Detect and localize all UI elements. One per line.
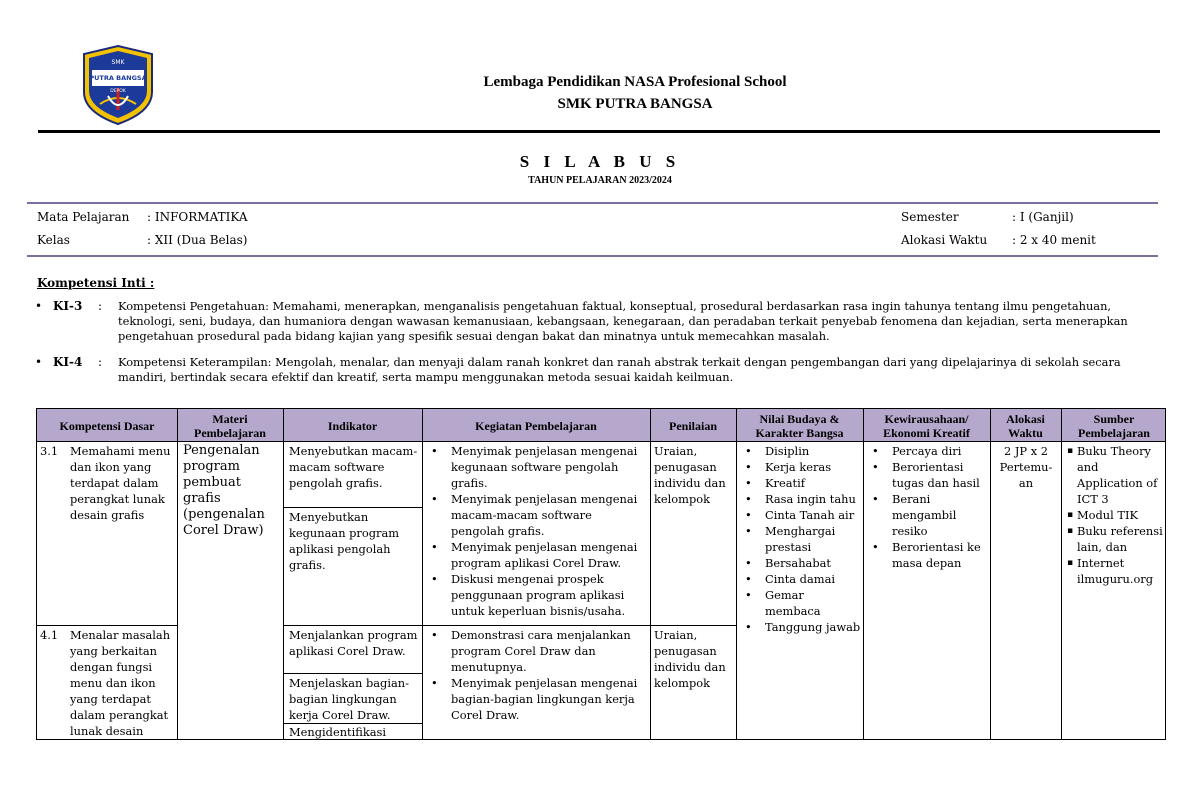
kegiatan-item: • Menyimak penjelasan mengenai macam-macam software pengolah grafis.	[425, 491, 647, 539]
kd-number: 3.1	[40, 444, 59, 458]
svg-text:DEPOK: DEPOK	[110, 89, 126, 94]
kegiatan-item: • Menyimak penjelasan mengenai program aplikasi Corel Draw.	[425, 539, 647, 571]
col-kegiatan-header: Kegiatan Pembelajaran	[475, 418, 597, 433]
col-penilaian-header: Penilaian	[668, 418, 717, 433]
syllabus-table	[36, 408, 1166, 740]
time-value: : 2 x 40 menit	[1012, 233, 1096, 247]
penilaian-text: Uraian, penugasan individu dan kelompok	[654, 444, 726, 506]
nilai-item: • Gemar membaca	[739, 587, 861, 619]
time-label: Alokasi Waktu	[901, 233, 988, 247]
indikator-item: Menyebutkan kegunaan program aplikasi pengolah grafis.	[289, 510, 400, 572]
ki4-bullet: •	[35, 355, 43, 369]
semester-label: Semester	[901, 210, 959, 224]
ki3-code: KI-3	[53, 299, 83, 313]
doc-year: TAHUN PELAJARAN 2023/2024	[528, 175, 672, 186]
col-alokasi-header: Alokasi Waktu	[1006, 411, 1045, 440]
col-kewira-header: Kewirausahaan/ Ekonomi Kreatif	[883, 411, 970, 440]
ki4-text: Kompetensi Keterampilan: Mengolah, menalar, dan menyaji dalam ranah konkret dan ranah abstrak terkait dengan pengembangan dari yang dipelajarinya di sekolah secara mandiri, bertindak secara efektif dan kreatif, serta mampu menggunakan metoda sesuai kaidah keilmuan.	[118, 355, 1121, 384]
kewirausahaan-list	[866, 443, 988, 571]
indikator-item: Menjelaskan bagian-bagian lingkungan kerja Corel Draw.	[289, 676, 409, 722]
semester-value: : I (Ganjil)	[1012, 210, 1074, 224]
nilai-budaya-list	[739, 443, 861, 635]
doc-title: S I L A B U S	[519, 152, 681, 171]
kegiatan-list	[425, 443, 647, 619]
kegiatan-list	[425, 627, 647, 723]
kewira-item: • Berorientasi ke masa depan	[866, 539, 988, 571]
kegiatan-item: • Menyimak penjelasan mengenai kegunaan software pengolah grafis.	[425, 443, 647, 491]
ki4-code: KI-4	[53, 355, 83, 369]
nilai-item: • Tanggung jawab	[739, 619, 861, 635]
nilai-item: • Kreatif	[739, 475, 861, 491]
sumber-item: ▪ Internet ilmuguru.org	[1067, 555, 1165, 587]
alokasi-text: 2 JP x 2 Pertemu-an	[999, 444, 1053, 490]
nilai-item: • Kerja keras	[739, 459, 861, 475]
nilai-item: • Disiplin	[739, 443, 861, 459]
nilai-item: • Cinta Tanah air	[739, 507, 861, 523]
col-materi-header: Materi Pembelajaran	[194, 411, 266, 440]
nilai-item: • Rasa ingin tahu	[739, 491, 861, 507]
subject-label: Mata Pelajaran	[37, 210, 130, 224]
institution-name: Lembaga Pendidikan NASA Profesional School	[483, 74, 787, 90]
kd-text: Memahami menu dan ikon yang terdapat dalam perangkat lunak desain grafis	[70, 444, 171, 522]
indikator-item: Menyebutkan macam-macam software pengolah grafis.	[289, 444, 418, 490]
ki3-colon: :	[98, 299, 103, 313]
class-label: Kelas	[37, 233, 70, 247]
kewira-item: • Percaya diri	[866, 443, 988, 459]
kegiatan-item: • Demonstrasi cara menjalankan program Corel Draw dan menutupnya.	[425, 627, 647, 675]
penilaian-text: Uraian, penugasan individu dan kelompok	[654, 628, 726, 690]
subject-value: : INFORMATIKA	[147, 210, 248, 224]
materi-text: Pengenalan program pembuat grafis (pengenalan Corel Draw)	[183, 443, 265, 538]
school-name: SMK PUTRA BANGSA	[557, 96, 713, 112]
nilai-item: • Cinta damai	[739, 571, 861, 587]
sumber-list	[1067, 443, 1165, 587]
sumber-item: ▪ Buku Theory and Application of ICT 3	[1067, 443, 1165, 507]
col-sumber-header: Sumber Pembelajaran	[1078, 411, 1150, 440]
ki3-text: Kompetensi Pengetahuan: Memahami, menerapkan, menganalisis pengetahuan faktual, konseptual, prosedural berdasarkan rasa ingin tahunya tentang ilmu pengetahuan, teknologi, seni, budaya, dan humaniora dengan wawasan kemanusiaan, kebangsaan, kenegaraan, dan peradaban terkait penyebab fenomena dan kejadian, serta menerapkan pengetahuan prosedural pada bidang kajian yang spesifik sesuai dengan bakat dan minatnya untuk memecahkan masalah.	[118, 299, 1128, 343]
indikator-item: Mengidentifikasi	[289, 725, 387, 739]
svg-text:SMK: SMK	[111, 59, 125, 66]
meta-bottom-divider	[27, 255, 1158, 257]
indikator-item: Menjalankan program aplikasi Corel Draw.	[289, 628, 418, 658]
kd-number: 4.1	[40, 628, 59, 642]
class-value: : XII (Dua Belas)	[147, 233, 248, 247]
ki-heading: Kompetensi Inti :	[37, 276, 155, 290]
col-indikator-header: Indikator	[327, 418, 378, 433]
col-nilai-header: Nilai Budaya & Karakter Bangsa	[755, 411, 844, 440]
kegiatan-item: • Menyimak penjelasan mengenai bagian-bagian lingkungan kerja Corel Draw.	[425, 675, 647, 723]
sumber-item: ▪ Modul TIK	[1067, 507, 1165, 523]
svg-text:PUTRA BANGSA: PUTRA BANGSA	[89, 74, 147, 82]
kewira-item: • Berorientasi tugas dan hasil	[866, 459, 988, 491]
kegiatan-item: • Diskusi mengenai prospek penggunaan program aplikasi untuk keperluan bisnis/usaha.	[425, 571, 647, 619]
kewira-item: • Berani mengambil resiko	[866, 491, 988, 539]
kd-text: Menalar masalah yang berkaitan dengan fungsi menu dan ikon yang terdapat dalam perangkat lunak desain	[70, 628, 171, 738]
nilai-item: • Menghargai prestasi	[739, 523, 861, 555]
nilai-item: • Bersahabat	[739, 555, 861, 571]
ki4-colon: :	[98, 355, 103, 369]
header-divider	[38, 130, 1160, 133]
col-kd-header: Kompetensi Dasar	[59, 418, 155, 433]
meta-top-divider	[27, 202, 1158, 204]
sumber-item: ▪ Buku referensi lain, dan	[1067, 523, 1165, 555]
ki3-bullet: •	[35, 299, 43, 313]
